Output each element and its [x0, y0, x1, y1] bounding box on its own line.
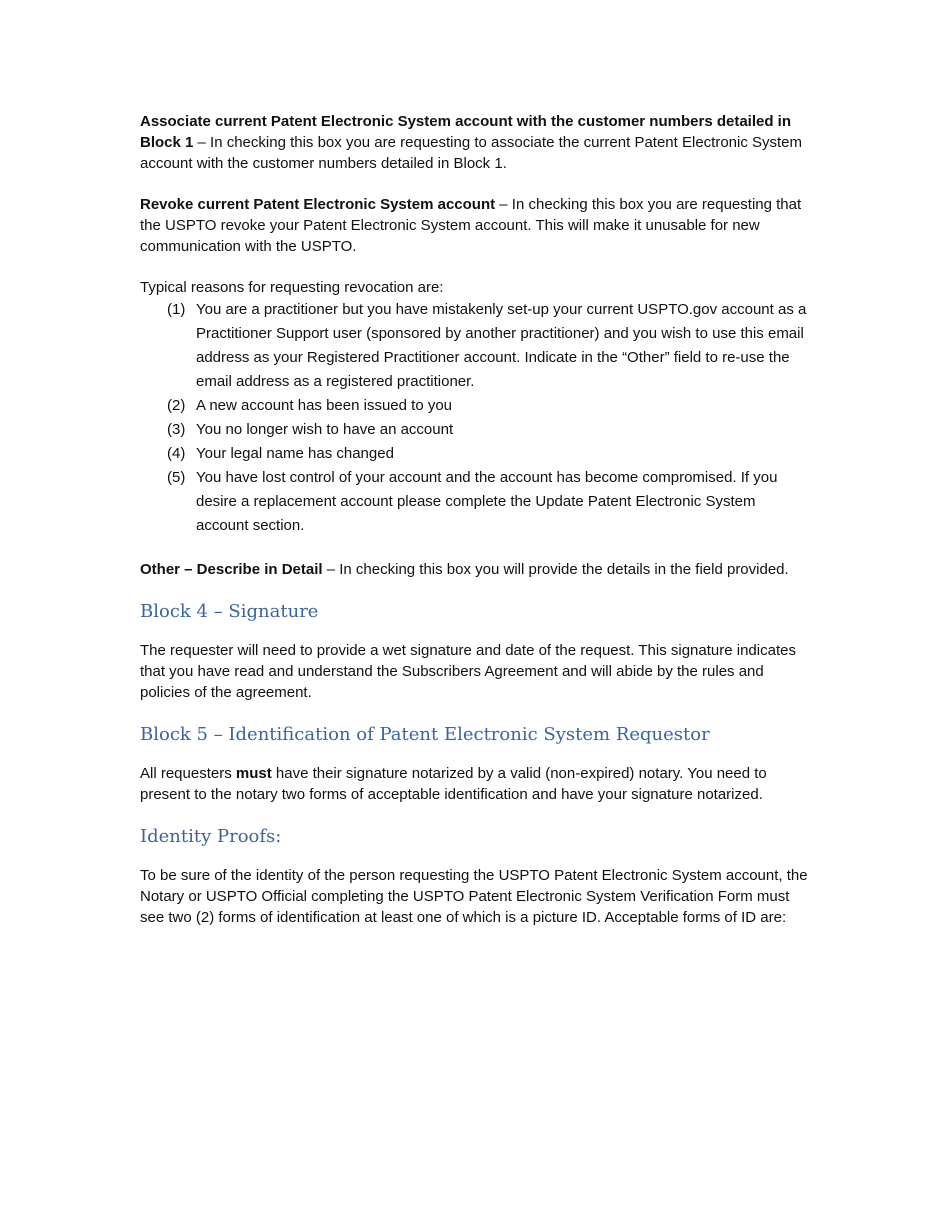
- list-item: [140, 442, 812, 466]
- list-item-number: (5): [167, 469, 186, 486]
- block5-text-bold: must: [235, 765, 272, 782]
- list-item: [140, 466, 812, 538]
- list-item-text: A new account has been issued to you: [196, 397, 453, 414]
- list-item-number: (1): [167, 301, 186, 318]
- block5-paragraph: [140, 763, 812, 805]
- block4-text: The requester will need to provide a wet signature and date of the request. This signature indicates that you have read and understand the Subscribers Agreement and will abide by the rules and policies of the agreement.: [140, 642, 796, 701]
- associate-title: Associate current Patent Electronic System account with the customer numbers detailed in Block 1: [140, 113, 792, 151]
- list-item-number: (4): [167, 445, 186, 462]
- associate-text: – In checking this box you are requesting to associate the current Patent Electronic System account with the customer numbers detailed in Block 1.: [140, 134, 803, 172]
- revoke-title: Revoke current Patent Electronic System account: [140, 196, 496, 213]
- identity-text: To be sure of the identity of the person requesting the USPTO Patent Electronic System account, the Notary or USPTO Official completing the USPTO Patent Electronic System Verification Form must see two (2) forms of identification at least one of which is a picture ID. Acceptable forms of ID are:: [140, 867, 808, 926]
- revoke-paragraph: [140, 194, 812, 257]
- block5-text-after: have their signature notarized by a valid (non-expired) notary. You need to present to the notary two forms of acceptable identification and have your signature notarized.: [140, 765, 767, 803]
- list-item: [140, 394, 812, 418]
- block5-text-before: All requesters: [140, 765, 236, 782]
- block4-heading: Block 4 – Signature: [140, 601, 319, 622]
- reasons-intro: Typical reasons for requesting revocation are:: [140, 279, 444, 296]
- list-item: [140, 298, 812, 394]
- list-item-text: Your legal name has changed: [196, 445, 394, 462]
- other-paragraph: [140, 559, 812, 580]
- list-item-text: You no longer wish to have an account: [196, 421, 454, 438]
- document-page: [140, 111, 812, 948]
- other-title: Other – Describe in Detail: [140, 561, 323, 578]
- list-item-number: (2): [167, 397, 186, 414]
- list-item-number: (3): [167, 421, 186, 438]
- revoke-text: – In checking this box you are requesting that the USPTO revoke your Patent Electronic System account. This will make it unusable for new communication with the USPTO.: [140, 196, 802, 255]
- other-text: – In checking this box you will provide the details in the field provided.: [322, 561, 789, 578]
- identity-heading: Identity Proofs:: [140, 826, 282, 847]
- list-item-text: You are a practitioner but you have mistakenly set-up your current USPTO.gov account as a Practitioner Support user (sponsored by another practitioner) and you wish to use this email address as your Registered Practitioner account. Indicate in the “Other” field to re-use the email address as a registered practitioner.: [196, 301, 807, 390]
- list-item-text: You have lost control of your account and the account has become compromised. If you desire a replacement account please complete the Update Patent Electronic System account section.: [196, 469, 778, 534]
- reasons-list: [140, 298, 812, 538]
- block5-heading: Block 5 – Identification of Patent Electronic System Requestor: [140, 724, 710, 745]
- list-item: [140, 418, 812, 442]
- associate-paragraph: [140, 111, 812, 174]
